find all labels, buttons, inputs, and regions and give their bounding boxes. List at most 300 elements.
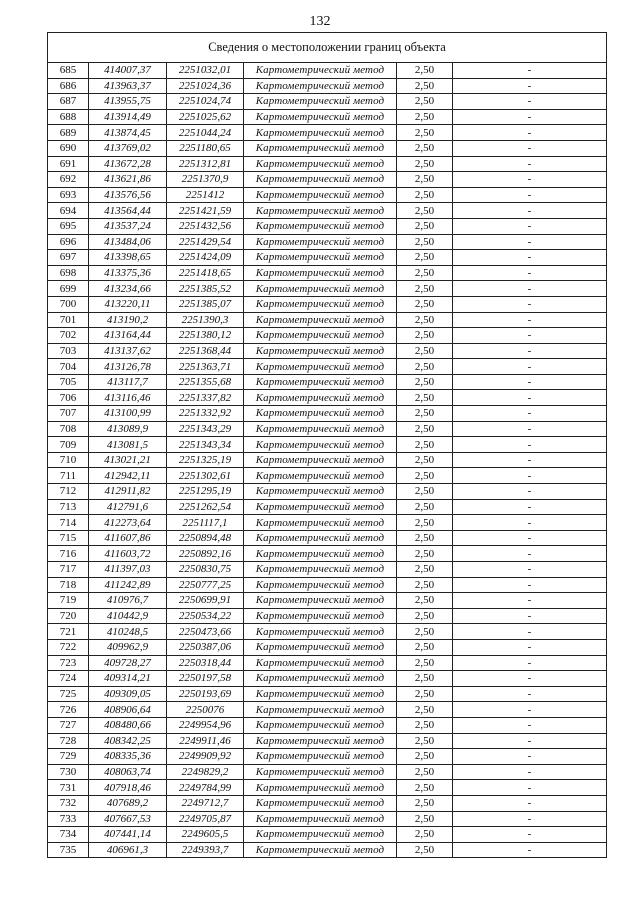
y-coordinate-cell: 2251390,3 [167,312,244,328]
x-coordinate-cell: 413234,66 [89,281,167,297]
point-number-cell: 711 [48,468,89,484]
table-title-row [48,33,607,63]
method-cell: Картометрический метод [244,437,397,453]
method-cell: Картометрический метод [244,312,397,328]
point-number-cell: 701 [48,312,89,328]
x-coordinate-cell: 413164,44 [89,328,167,344]
point-number-cell: 725 [48,686,89,702]
x-coordinate-cell: 413769,02 [89,140,167,156]
method-cell: Картометрический метод [244,577,397,593]
precision-cell: 2,50 [397,827,453,843]
method-cell: Картометрический метод [244,421,397,437]
table-row [48,686,607,702]
y-coordinate-cell: 2250318,44 [167,655,244,671]
x-coordinate-cell: 407918,46 [89,780,167,796]
precision-cell: 2,50 [397,702,453,718]
table-row [48,187,607,203]
table-row [48,468,607,484]
table-row [48,655,607,671]
precision-cell: 2,50 [397,328,453,344]
precision-cell: 2,50 [397,686,453,702]
description-cell: - [453,686,607,702]
method-cell: Картометрический метод [244,343,397,359]
method-cell: Картометрический метод [244,624,397,640]
x-coordinate-cell: 408906,64 [89,702,167,718]
description-cell: - [453,842,607,858]
description-cell: - [453,780,607,796]
table-row [48,811,607,827]
table-row [48,343,607,359]
description-cell: - [453,265,607,281]
point-number-cell: 715 [48,530,89,546]
table-row [48,530,607,546]
x-coordinate-cell: 413220,11 [89,296,167,312]
y-coordinate-cell: 2251312,81 [167,156,244,172]
table-row [48,109,607,125]
y-coordinate-cell: 2250473,66 [167,624,244,640]
precision-cell: 2,50 [397,218,453,234]
point-number-cell: 709 [48,437,89,453]
method-cell: Картометрический метод [244,811,397,827]
x-coordinate-cell: 408342,25 [89,733,167,749]
x-coordinate-cell: 413576,56 [89,187,167,203]
y-coordinate-cell: 2251370,9 [167,172,244,188]
description-cell: - [453,764,607,780]
description-cell: - [453,78,607,94]
table-row [48,780,607,796]
method-cell: Картометрический метод [244,686,397,702]
method-cell: Картометрический метод [244,671,397,687]
point-number-cell: 713 [48,499,89,515]
description-cell: - [453,172,607,188]
point-number-cell: 710 [48,452,89,468]
precision-cell: 2,50 [397,655,453,671]
description-cell: - [453,484,607,500]
point-number-cell: 730 [48,764,89,780]
point-number-cell: 734 [48,827,89,843]
table-row [48,764,607,780]
description-cell: - [453,795,607,811]
precision-cell: 2,50 [397,515,453,531]
x-coordinate-cell: 411607,86 [89,530,167,546]
method-cell: Картометрический метод [244,827,397,843]
x-coordinate-cell: 411397,03 [89,562,167,578]
point-number-cell: 726 [48,702,89,718]
description-cell: - [453,140,607,156]
x-coordinate-cell: 409309,05 [89,686,167,702]
point-number-cell: 692 [48,172,89,188]
point-number-cell: 708 [48,421,89,437]
method-cell: Картометрический метод [244,468,397,484]
precision-cell: 2,50 [397,390,453,406]
precision-cell: 2,50 [397,452,453,468]
point-number-cell: 691 [48,156,89,172]
description-cell: - [453,515,607,531]
x-coordinate-cell: 413089,9 [89,421,167,437]
x-coordinate-cell: 407689,2 [89,795,167,811]
y-coordinate-cell: 2251368,44 [167,343,244,359]
precision-cell: 2,50 [397,156,453,172]
y-coordinate-cell: 2250197,58 [167,671,244,687]
y-coordinate-cell: 2249911,46 [167,733,244,749]
y-coordinate-cell: 2250830,75 [167,562,244,578]
description-cell: - [453,312,607,328]
precision-cell: 2,50 [397,125,453,141]
x-coordinate-cell: 413126,78 [89,359,167,375]
table-row [48,671,607,687]
method-cell: Картометрический метод [244,608,397,624]
y-coordinate-cell: 2251337,82 [167,390,244,406]
table-row [48,218,607,234]
method-cell: Картометрический метод [244,390,397,406]
x-coordinate-cell: 412942,11 [89,468,167,484]
table-row [48,140,607,156]
description-cell: - [453,608,607,624]
method-cell: Картометрический метод [244,281,397,297]
precision-cell: 2,50 [397,562,453,578]
point-number-cell: 706 [48,390,89,406]
point-number-cell: 723 [48,655,89,671]
precision-cell: 2,50 [397,468,453,484]
x-coordinate-cell: 412791,6 [89,499,167,515]
description-cell: - [453,63,607,79]
table-row [48,499,607,515]
precision-cell: 2,50 [397,764,453,780]
description-cell: - [453,671,607,687]
x-coordinate-cell: 413564,44 [89,203,167,219]
point-number-cell: 716 [48,546,89,562]
method-cell: Картометрический метод [244,218,397,234]
x-coordinate-cell: 413963,37 [89,78,167,94]
description-cell: - [453,562,607,578]
method-cell: Картометрический метод [244,296,397,312]
method-cell: Картометрический метод [244,250,397,266]
description-cell: - [453,749,607,765]
table-row [48,390,607,406]
x-coordinate-cell: 413021,21 [89,452,167,468]
method-cell: Картометрический метод [244,733,397,749]
point-number-cell: 697 [48,250,89,266]
method-cell: Картометрический метод [244,717,397,733]
point-number-cell: 731 [48,780,89,796]
point-number-cell: 693 [48,187,89,203]
table-row [48,562,607,578]
page-number: 132 [309,14,331,29]
y-coordinate-cell: 2249705,87 [167,811,244,827]
x-coordinate-cell: 407441,14 [89,827,167,843]
description-cell: - [453,421,607,437]
table-row [48,94,607,110]
table-row [48,406,607,422]
method-cell: Картометрический метод [244,78,397,94]
point-number-cell: 695 [48,218,89,234]
point-number-cell: 703 [48,343,89,359]
x-coordinate-cell: 413484,06 [89,234,167,250]
point-number-cell: 704 [48,359,89,375]
method-cell: Картометрический метод [244,484,397,500]
y-coordinate-cell: 2251025,62 [167,109,244,125]
x-coordinate-cell: 413100,99 [89,406,167,422]
x-coordinate-cell: 414007,37 [89,63,167,79]
method-cell: Картометрический метод [244,94,397,110]
precision-cell: 2,50 [397,406,453,422]
x-coordinate-cell: 413081,5 [89,437,167,453]
y-coordinate-cell: 2250892,16 [167,546,244,562]
y-coordinate-cell: 2251024,74 [167,94,244,110]
method-cell: Картометрический метод [244,234,397,250]
precision-cell: 2,50 [397,608,453,624]
precision-cell: 2,50 [397,172,453,188]
point-number-cell: 699 [48,281,89,297]
precision-cell: 2,50 [397,593,453,609]
description-cell: - [453,655,607,671]
precision-cell: 2,50 [397,530,453,546]
table-row [48,125,607,141]
table-row [48,421,607,437]
description-cell: - [453,156,607,172]
method-cell: Картометрический метод [244,265,397,281]
method-cell: Картометрический метод [244,842,397,858]
y-coordinate-cell: 2251343,29 [167,421,244,437]
point-number-cell: 732 [48,795,89,811]
x-coordinate-cell: 410248,5 [89,624,167,640]
x-coordinate-cell: 413672,28 [89,156,167,172]
precision-cell: 2,50 [397,250,453,266]
point-number-cell: 717 [48,562,89,578]
x-coordinate-cell: 409962,9 [89,639,167,655]
y-coordinate-cell: 2251325,19 [167,452,244,468]
precision-cell: 2,50 [397,109,453,125]
precision-cell: 2,50 [397,234,453,250]
description-cell: - [453,234,607,250]
description-cell: - [453,546,607,562]
table-row [48,156,607,172]
y-coordinate-cell: 2251429,54 [167,234,244,250]
method-cell: Картометрический метод [244,140,397,156]
method-cell: Картометрический метод [244,515,397,531]
precision-cell: 2,50 [397,624,453,640]
point-number-cell: 720 [48,608,89,624]
y-coordinate-cell: 2251117,1 [167,515,244,531]
table-row [48,374,607,390]
y-coordinate-cell: 2250387,06 [167,639,244,655]
precision-cell: 2,50 [397,140,453,156]
y-coordinate-cell: 2249909,92 [167,749,244,765]
point-number-cell: 702 [48,328,89,344]
precision-cell: 2,50 [397,671,453,687]
description-cell: - [453,811,607,827]
method-cell: Картометрический метод [244,639,397,655]
precision-cell: 2,50 [397,795,453,811]
description-cell: - [453,343,607,359]
y-coordinate-cell: 2251385,07 [167,296,244,312]
description-cell: - [453,187,607,203]
x-coordinate-cell: 410442,9 [89,608,167,624]
point-number-cell: 722 [48,639,89,655]
precision-cell: 2,50 [397,499,453,515]
x-coordinate-cell: 413537,24 [89,218,167,234]
precision-cell: 2,50 [397,265,453,281]
x-coordinate-cell: 409314,21 [89,671,167,687]
table-row [48,328,607,344]
table-title: Сведения о местоположении границ объекта [48,33,607,63]
point-number-cell: 686 [48,78,89,94]
point-number-cell: 698 [48,265,89,281]
y-coordinate-cell: 2251424,09 [167,250,244,266]
precision-cell: 2,50 [397,374,453,390]
x-coordinate-cell: 413117,7 [89,374,167,390]
point-number-cell: 728 [48,733,89,749]
precision-cell: 2,50 [397,187,453,203]
table-row [48,733,607,749]
precision-cell: 2,50 [397,546,453,562]
x-coordinate-cell: 413955,75 [89,94,167,110]
table-row [48,717,607,733]
x-coordinate-cell: 413375,36 [89,265,167,281]
method-cell: Картометрический метод [244,749,397,765]
description-cell: - [453,437,607,453]
method-cell: Картометрический метод [244,63,397,79]
method-cell: Картометрический метод [244,187,397,203]
y-coordinate-cell: 2251302,61 [167,468,244,484]
precision-cell: 2,50 [397,421,453,437]
table-row [48,203,607,219]
description-cell: - [453,296,607,312]
y-coordinate-cell: 2251421,59 [167,203,244,219]
x-coordinate-cell: 408335,36 [89,749,167,765]
method-cell: Картометрический метод [244,655,397,671]
y-coordinate-cell: 2249784,99 [167,780,244,796]
point-number-cell: 727 [48,717,89,733]
method-cell: Картометрический метод [244,328,397,344]
x-coordinate-cell: 413914,49 [89,109,167,125]
method-cell: Картометрический метод [244,593,397,609]
x-coordinate-cell: 412273,64 [89,515,167,531]
y-coordinate-cell: 2251432,56 [167,218,244,234]
precision-cell: 2,50 [397,437,453,453]
precision-cell: 2,50 [397,749,453,765]
point-number-cell: 729 [48,749,89,765]
description-cell: - [453,125,607,141]
method-cell: Картометрический метод [244,203,397,219]
x-coordinate-cell: 412911,82 [89,484,167,500]
x-coordinate-cell: 413874,45 [89,125,167,141]
precision-cell: 2,50 [397,343,453,359]
y-coordinate-cell: 2250193,69 [167,686,244,702]
method-cell: Картометрический метод [244,530,397,546]
precision-cell: 2,50 [397,78,453,94]
table-row [48,515,607,531]
table-row [48,78,607,94]
y-coordinate-cell: 2251044,24 [167,125,244,141]
table-row [48,234,607,250]
description-cell: - [453,109,607,125]
precision-cell: 2,50 [397,312,453,328]
table-row [48,437,607,453]
method-cell: Картометрический метод [244,795,397,811]
method-cell: Картометрический метод [244,109,397,125]
table-row [48,250,607,266]
method-cell: Картометрический метод [244,702,397,718]
table-row [48,593,607,609]
table-row [48,484,607,500]
method-cell: Картометрический метод [244,562,397,578]
description-cell: - [453,593,607,609]
description-cell: - [453,827,607,843]
precision-cell: 2,50 [397,484,453,500]
y-coordinate-cell: 2251024,36 [167,78,244,94]
boundary-coordinates-table [47,32,607,858]
point-number-cell: 689 [48,125,89,141]
description-cell: - [453,530,607,546]
description-cell: - [453,452,607,468]
y-coordinate-cell: 2249954,96 [167,717,244,733]
table-row [48,608,607,624]
method-cell: Картометрический метод [244,499,397,515]
description-cell: - [453,281,607,297]
description-cell: - [453,733,607,749]
table-row [48,359,607,375]
precision-cell: 2,50 [397,203,453,219]
description-cell: - [453,328,607,344]
description-cell: - [453,203,607,219]
x-coordinate-cell: 411242,89 [89,577,167,593]
y-coordinate-cell: 2250076 [167,702,244,718]
table-row [48,63,607,79]
y-coordinate-cell: 2251355,68 [167,374,244,390]
description-cell: - [453,359,607,375]
description-cell: - [453,406,607,422]
y-coordinate-cell: 2249605,5 [167,827,244,843]
x-coordinate-cell: 408063,74 [89,764,167,780]
point-number-cell: 688 [48,109,89,125]
description-cell: - [453,468,607,484]
point-number-cell: 696 [48,234,89,250]
precision-cell: 2,50 [397,296,453,312]
y-coordinate-cell: 2251418,65 [167,265,244,281]
y-coordinate-cell: 2251262,54 [167,499,244,515]
x-coordinate-cell: 413137,62 [89,343,167,359]
x-coordinate-cell: 413621,86 [89,172,167,188]
point-number-cell: 721 [48,624,89,640]
y-coordinate-cell: 2249712,7 [167,795,244,811]
y-coordinate-cell: 2251343,34 [167,437,244,453]
y-coordinate-cell: 2251412 [167,187,244,203]
table-row [48,702,607,718]
table-row [48,452,607,468]
precision-cell: 2,50 [397,842,453,858]
x-coordinate-cell: 409728,27 [89,655,167,671]
precision-cell: 2,50 [397,717,453,733]
y-coordinate-cell: 2251385,52 [167,281,244,297]
y-coordinate-cell: 2251363,71 [167,359,244,375]
y-coordinate-cell: 2251180,65 [167,140,244,156]
y-coordinate-cell: 2251380,12 [167,328,244,344]
method-cell: Картометрический метод [244,452,397,468]
point-number-cell: 719 [48,593,89,609]
precision-cell: 2,50 [397,577,453,593]
method-cell: Картометрический метод [244,359,397,375]
table-row [48,265,607,281]
precision-cell: 2,50 [397,639,453,655]
y-coordinate-cell: 2249829,2 [167,764,244,780]
point-number-cell: 690 [48,140,89,156]
table-row [48,281,607,297]
x-coordinate-cell: 408480,66 [89,717,167,733]
description-cell: - [453,218,607,234]
description-cell: - [453,639,607,655]
point-number-cell: 724 [48,671,89,687]
